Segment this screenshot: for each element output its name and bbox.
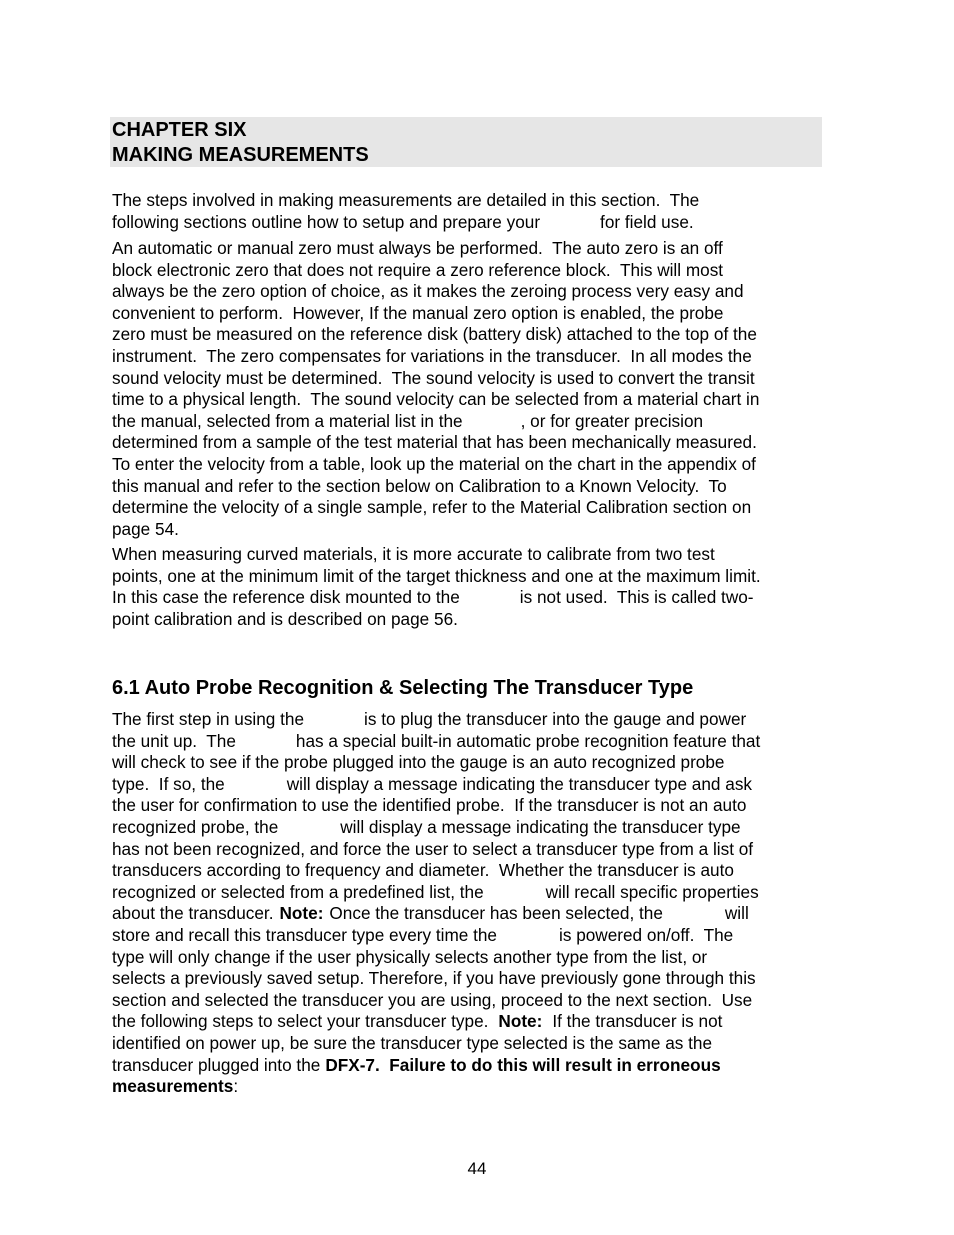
text-line: transducer plugged into the	[112, 1054, 321, 1075]
curved-paragraph	[112, 544, 832, 630]
text-line: following sections outline how to setup and prepare your	[112, 211, 541, 232]
text-line: type. If so, the	[112, 773, 225, 794]
text-line: about the transducer.	[112, 903, 274, 924]
text-line: The steps involved in making measurements are detailed in this section. The	[112, 190, 700, 210]
note-label: Note:	[498, 1011, 543, 1032]
text-line: will check to see if the probe plugged into the gauge is an auto recognized probe	[112, 752, 725, 773]
chapter-number: CHAPTER SIX	[112, 119, 247, 141]
text-line: transducers according to frequency and diameter. Whether the transducer is auto	[112, 860, 734, 881]
text-line: sound velocity must be determined. The sound velocity is used to convert the transit	[112, 367, 755, 388]
text-line: time to a physical length. The sound velocity can be selected from a material chart in	[112, 389, 760, 410]
text-line: Once the transducer has been selected, the	[329, 903, 663, 924]
probe-paragraph	[112, 709, 832, 1098]
text-line: zero must be measured on the reference disk (battery disk) attached to the top of the	[112, 324, 757, 345]
text-line: The first step in using the	[112, 709, 305, 729]
text-line: the following steps to select your transducer type.	[112, 1011, 489, 1032]
text-line: recognized probe, the	[112, 816, 279, 837]
text-line: the manual, selected from a material list in the	[112, 410, 463, 431]
text-line: type will only change if the user physically selects another type from the list, or	[112, 946, 708, 967]
text-line: points, one at the minimum limit of the target thickness and one at the maximum limit.	[112, 565, 761, 586]
intro-paragraph	[112, 190, 832, 233]
text-line: is powered on/off. The	[559, 924, 734, 945]
text-line: selects a previously saved setup. Therefore, if you have previously gone through this	[112, 968, 756, 989]
text-line: the unit up. The	[112, 730, 236, 751]
text-line: will recall specific properties	[545, 881, 759, 902]
text-line: identified on power up, be sure the transducer type selected is the same as the	[112, 1032, 713, 1053]
text-line: will display a message indicating the transducer type and ask	[286, 773, 753, 794]
text-line: is to plug the transducer into the gauge and power	[364, 709, 747, 729]
text-line: recognized or selected from a predefined list, the	[112, 881, 484, 902]
text-line: point calibration and is described on page 56.	[112, 608, 458, 629]
chapter-title: MAKING MEASUREMENTS	[112, 144, 369, 166]
text-line: will	[724, 903, 749, 924]
text-line: the user for confirmation to use the identified probe. If the transducer is not an auto	[112, 795, 747, 816]
text-line: , or for greater precision	[520, 410, 704, 431]
text-line: determined from a sample of the test material that has been mechanically measured.	[112, 432, 757, 453]
text-line: To enter the velocity from a table, look up the material on the chart in the appendix of	[112, 453, 756, 474]
text-line: determine the velocity of a single sample, refer to the Material Calibration section on	[112, 497, 752, 518]
text-line: always be the zero option of choice, as it makes the zeroing process very easy and	[112, 281, 744, 302]
text-line: In this case the reference disk mounted to the	[112, 587, 460, 608]
zero-paragraph	[112, 238, 832, 540]
text-line: block electronic zero that does not require a zero reference block. This will most	[112, 259, 724, 280]
text-line: will display a message indicating the transducer type	[340, 816, 741, 837]
section-heading: 6.1 Auto Probe Recognition & Selecting The Transducer Type	[112, 677, 694, 699]
text-line: has not been recognized, and force the user to select a transducer type from a list of	[112, 838, 754, 859]
text-line: this manual and refer to the section below on Calibration to a Known Velocity. To	[112, 475, 727, 496]
text-line: is not used. This is called two-	[519, 587, 754, 608]
text-line: When measuring curved materials, it is more accurate to calibrate from two test	[112, 544, 715, 564]
text-line: :	[233, 1076, 239, 1097]
text-line: section and selected the transducer you are using, proceed to the next section. Use	[112, 989, 753, 1010]
text-line: An automatic or manual zero must always be performed. The auto zero is an off	[112, 238, 723, 258]
warning-text: measurements	[112, 1076, 234, 1097]
page-number: 44	[467, 1159, 487, 1178]
text-line: has a special built-in automatic probe recognition feature that	[295, 730, 761, 751]
text-line: for field use.	[600, 211, 694, 232]
warning-text: DFX-7. Failure to do this will result in erroneous	[325, 1054, 721, 1075]
text-line: If the transducer is not	[552, 1011, 723, 1032]
text-line: store and recall this transducer type every time the	[112, 924, 497, 945]
text-line: instrument. The zero compensates for variations in the transducer. In all modes the	[112, 345, 752, 366]
text-line: convenient to perform. However, If the manual zero option is enabled, the probe	[112, 302, 724, 323]
text-line: page 54.	[112, 518, 179, 539]
note-label: Note:	[279, 903, 324, 924]
